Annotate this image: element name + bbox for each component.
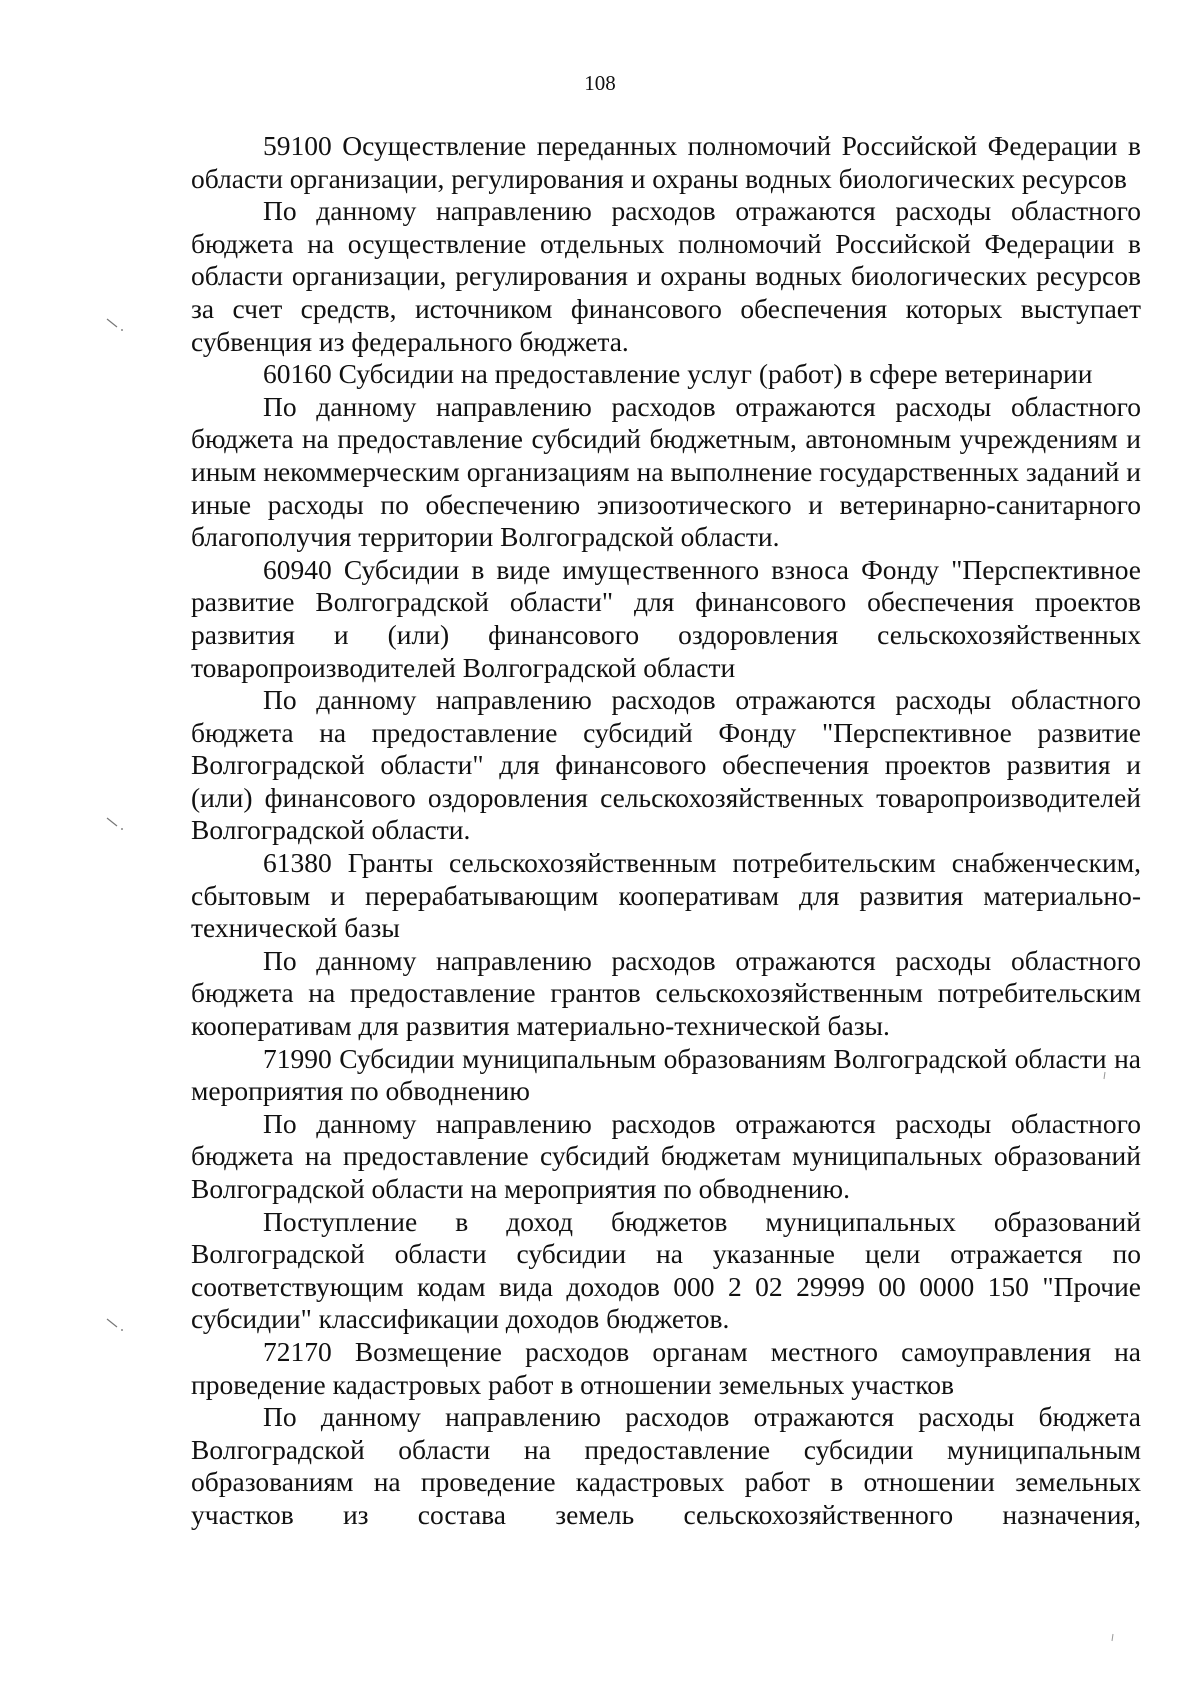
section-heading-59100: 59100 Осуществление переданных полномочий Российской Федерации в области организации, регулирования и охраны водных биологических ресурсов [191,130,1141,194]
section-description-71990: По данному направлению расходов отражаются расходы областного бюджета на предоставление субсидий бюджетам муниципальных образований Волгоградской области на мероприятия по обводнению. [191,1107,1141,1204]
section-description-61380: По данному направлению расходов отражаются расходы областного бюджета на предоставление грантов сельскохозяйственным потребительским кооперативам для развития материально-технической базы. [191,944,1141,1042]
scan-speck-artifact [1110,1630,1116,1640]
section-description-72170: По данному направлению расходов отражаются расходы бюджета Волгоградской области на предоставление субсидии муниципальным образованиям на проведение кадастровых работ в отношении земельных участков из состава земель сельскохозяйственного назначения, [191,1401,1141,1530]
section-heading-60940: 60940 Субсидии в виде имущественного взноса Фонду "Перспективное развитие Волгоградской области" для финансового обеспечения проектов развития и (или) финансового оздоровления сельскохозяйственных товаропроизводителей Волгоградской области [191,553,1141,683]
scan-speck-artifact [1102,1068,1108,1078]
section-description-59100: По данному направлению расходов отражаются расходы областного бюджета на осуществление отдельных полномочий Российской Федерации в области организации, регулирования и охраны водных биологических ресурсов за счет средств, источником финансового обеспечения которых выступает субвенция из федерального бюджета. [191,195,1141,357]
section-heading-72170: 72170 Возмещение расходов органам местного самоуправления на проведение кадастровых работ в отношении земельных участков [191,1335,1141,1400]
scan-mark-artifact [106,318,126,332]
section-description-60940: По данному направлению расходов отражаются расходы областного бюджета на предоставление субсидий Фонду "Перспективное развитие Волгоградской области" для финансового обеспечения проектов развития и (или) финансового оздоровления сельскохозяйственных товаропроизводителей Волгоградской области. [191,684,1141,846]
scan-mark-artifact [106,817,126,831]
page-number: 108 [584,71,616,95]
section-heading-61380: 61380 Гранты сельскохозяйственным потребительским снабженческим, сбытовым и перерабатывающим кооперативам для развития материально-технической базы [191,847,1141,944]
section-heading-60160: 60160 Субсидии на предоставление услуг (работ) в сфере ветеринарии [263,358,1093,390]
document-body [191,130,1141,1532]
section-description-60160: По данному направлению расходов отражаются расходы областного бюджета на предоставление субсидий бюджетным, автономным учреждениям и иным некоммерческим организациям на выполнение государственных заданий и иные расходы по обеспечению эпизоотического и ветеринарно-санитарного благополучия территории Волгоградской области. [191,390,1141,553]
scan-mark-artifact [106,1318,126,1332]
section-heading-71990: 71990 Субсидии муниципальным образованиям Волгоградской области на мероприятия по обводнению [191,1042,1141,1107]
section-revenue-note-71990: Поступление в доход бюджетов муниципальных образований Волгоградской области субсидии на указанные цели отражается по соответствующим кодам вида доходов 000 2 02 29999 00 0000 150 "Прочие субсидии" классификации доходов бюджетов. [191,1205,1141,1335]
